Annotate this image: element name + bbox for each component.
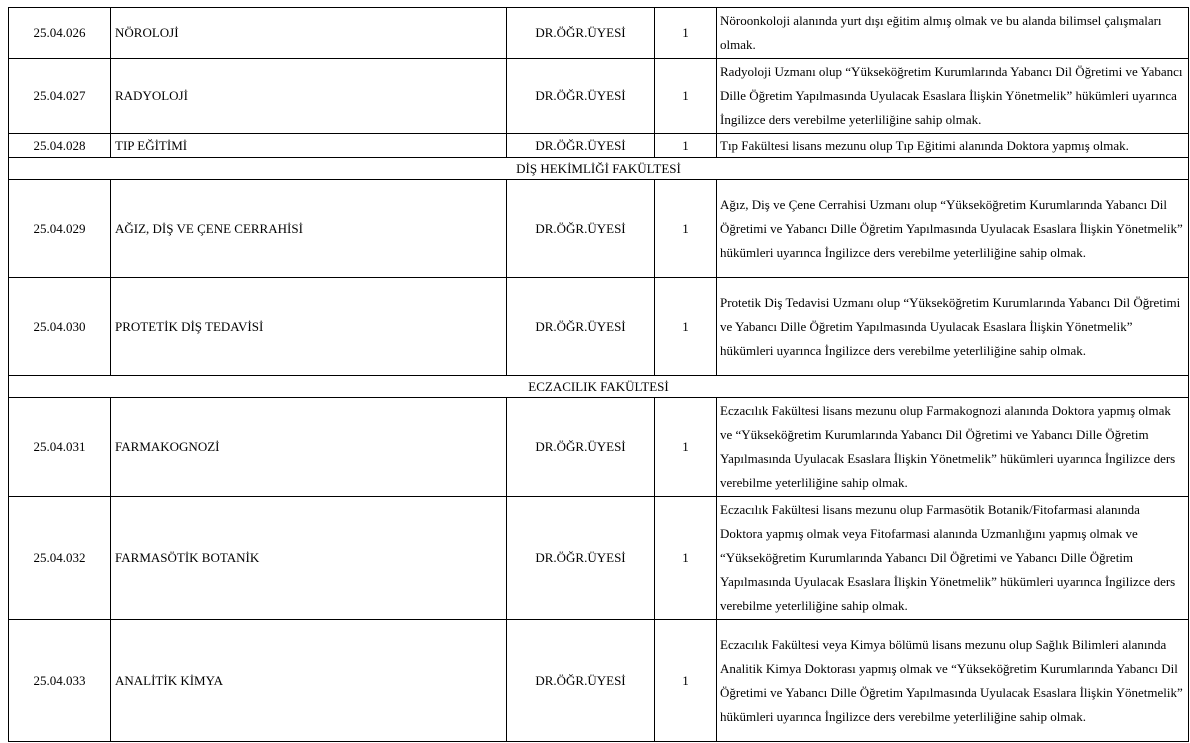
department-name: ANALİTİK KİMYA <box>111 620 507 742</box>
requirement-text: Radyoloji Uzmanı olup “Yükseköğretim Kurumlarında Yabancı Dil Öğretimi ve Yabancı Dille Öğretim Yapılmasında Uyulacak Esaslara İlişkin Yönetmelik” hükümleri uyarınca İngilizce ders verebilme yeterliliğine sahip olmak. <box>717 59 1189 134</box>
academic-title: DR.ÖĞR.ÜYESİ <box>507 620 655 742</box>
department-name: PROTETİK DİŞ TEDAVİSİ <box>111 278 507 376</box>
position-count: 1 <box>655 278 717 376</box>
table-row <box>9 180 1189 278</box>
position-code: 25.04.030 <box>9 278 111 376</box>
department-name: NÖROLOJİ <box>111 8 507 59</box>
table-row <box>9 278 1189 376</box>
table-row <box>9 8 1189 59</box>
section-row <box>9 158 1189 180</box>
position-code: 25.04.032 <box>9 497 111 620</box>
requirement-text: Eczacılık Fakültesi lisans mezunu olup Farmakognozi alanında Doktora yapmış olmak ve “Yükseköğretim Kurumlarında Yabancı Dil Öğretimi ve Yabancı Dille Öğretim Yapılmasında Uyulacak Esaslara İlişkin Yönetmelik” hükümleri uyarınca İngilizce ders verebilme yeterliliğine sahip olmak. <box>717 398 1189 497</box>
table-row <box>9 398 1189 497</box>
academic-title: DR.ÖĞR.ÜYESİ <box>507 497 655 620</box>
position-count: 1 <box>655 59 717 134</box>
section-row <box>9 376 1189 398</box>
position-code: 25.04.027 <box>9 59 111 134</box>
position-code: 25.04.031 <box>9 398 111 497</box>
requirement-text: Eczacılık Fakültesi veya Kimya bölümü lisans mezunu olup Sağlık Bilimleri alanında Analitik Kimya Doktorası yapmış olmak ve “Yükseköğretim Kurumlarında Yabancı Dil Öğretimi ve Yabancı Dille Öğretim Yapılmasında Uyulacak Esaslara İlişkin Yönetmelik” hükümleri uyarınca İngilizce ders verebilme yeterliliğine sahip olmak. <box>717 620 1189 742</box>
academic-title: DR.ÖĞR.ÜYESİ <box>507 8 655 59</box>
department-name: RADYOLOJİ <box>111 59 507 134</box>
position-code: 25.04.026 <box>9 8 111 59</box>
table-row <box>9 134 1189 158</box>
requirement-text: Ağız, Diş ve Çene Cerrahisi Uzmanı olup “Yükseköğretim Kurumlarında Yabancı Dil Öğretimi ve Yabancı Dille Öğretim Yapılmasında Uyulacak Esaslara İlişkin Yönetmelik” hükümleri uyarınca İngilizce ders verebilme yeterliliğine sahip olmak. <box>717 180 1189 278</box>
positions-table <box>8 7 1189 742</box>
faculty-heading: ECZACILIK FAKÜLTESİ <box>9 376 1189 398</box>
table-row <box>9 497 1189 620</box>
position-count: 1 <box>655 134 717 158</box>
academic-title: DR.ÖĞR.ÜYESİ <box>507 59 655 134</box>
requirement-text: Tıp Fakültesi lisans mezunu olup Tıp Eğitimi alanında Doktora yapmış olmak. <box>717 134 1189 158</box>
position-code: 25.04.028 <box>9 134 111 158</box>
table-row <box>9 620 1189 742</box>
academic-title: DR.ÖĞR.ÜYESİ <box>507 398 655 497</box>
position-count: 1 <box>655 398 717 497</box>
department-name: FARMAKOGNOZİ <box>111 398 507 497</box>
academic-title: DR.ÖĞR.ÜYESİ <box>507 180 655 278</box>
position-count: 1 <box>655 8 717 59</box>
position-code: 25.04.033 <box>9 620 111 742</box>
faculty-heading: DİŞ HEKİMLİĞİ FAKÜLTESİ <box>9 158 1189 180</box>
requirement-text: Nöroonkoloji alanında yurt dışı eğitim almış olmak ve bu alanda bilimsel çalışmaları olmak. <box>717 8 1189 59</box>
position-code: 25.04.029 <box>9 180 111 278</box>
academic-title: DR.ÖĞR.ÜYESİ <box>507 134 655 158</box>
department-name: AĞIZ, DİŞ VE ÇENE CERRAHİSİ <box>111 180 507 278</box>
position-count: 1 <box>655 180 717 278</box>
academic-title: DR.ÖĞR.ÜYESİ <box>507 278 655 376</box>
requirement-text: Eczacılık Fakültesi lisans mezunu olup Farmasötik Botanik/Fitofarmasi alanında Doktora yapmış olmak veya Fitofarmasi alanında Uzmanlığını yapmış olmak ve “Yükseköğretim Kurumlarında Yabancı Dil Öğretimi ve Yabancı Dille Öğretim Yapılmasında Uyulacak Esaslara İlişkin Yönetmelik” hükümleri uyarınca İngilizce ders verebilme yeterliliğine sahip olmak. <box>717 497 1189 620</box>
department-name: TIP EĞİTİMİ <box>111 134 507 158</box>
position-count: 1 <box>655 497 717 620</box>
position-count: 1 <box>655 620 717 742</box>
table-row <box>9 59 1189 134</box>
requirement-text: Protetik Diş Tedavisi Uzmanı olup “Yükseköğretim Kurumlarında Yabancı Dil Öğretimi ve Yabancı Dille Öğretim Yapılmasında Uyulacak Esaslara İlişkin Yönetmelik” hükümleri uyarınca İngilizce ders verebilme yeterliliğine sahip olmak. <box>717 278 1189 376</box>
department-name: FARMASÖTİK BOTANİK <box>111 497 507 620</box>
